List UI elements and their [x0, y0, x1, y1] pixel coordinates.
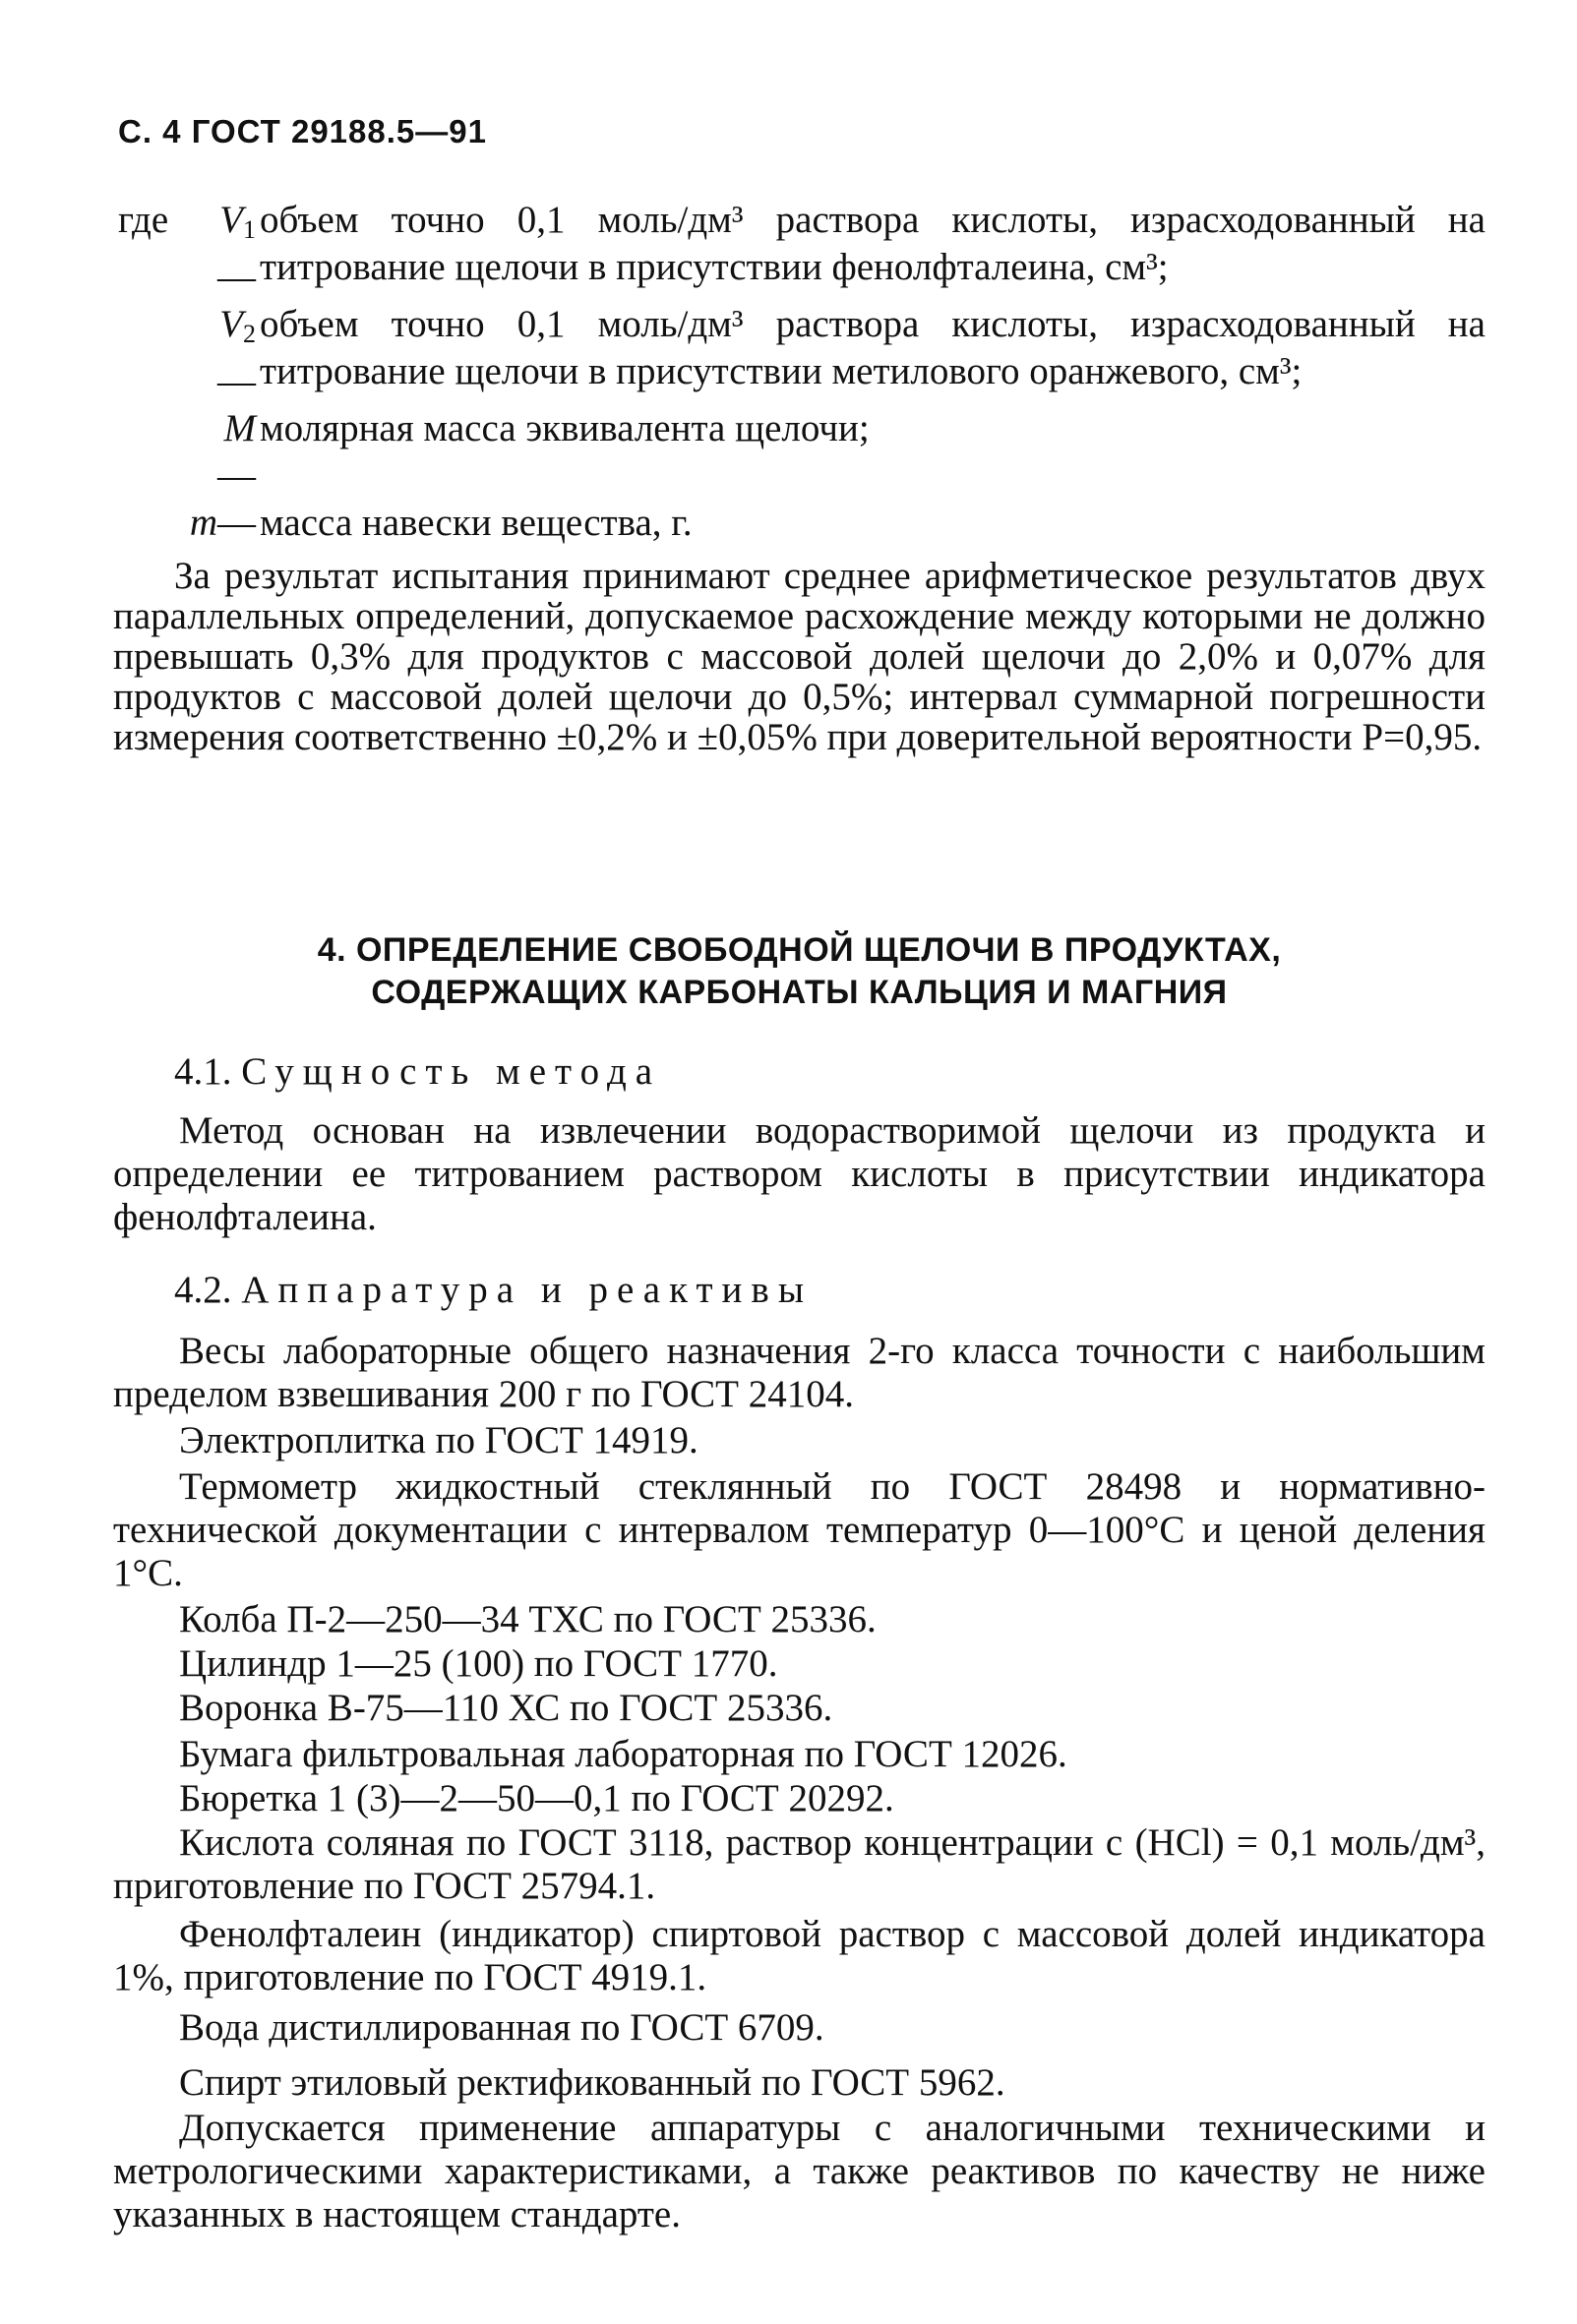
definition-symbol: m— — [189, 502, 256, 544]
definition-symbol: $V_2—$ — [217, 303, 256, 402]
definition-lead: где — [118, 199, 169, 241]
definition-text: объем точно 0,1 моль/дм³ раствора кислоты, израсходованный на титрование щелочи в присутствии фенолфталеина, см³; — [260, 199, 1486, 288]
definition-symbol: $V_1—$ — [217, 199, 256, 298]
apparatus-item: Весы лабораторные общего назначения 2-го класса точности с наибольшим пределом взвешивания 200 г по ГОСТ 24104. — [113, 1330, 1486, 1415]
definition-item — [118, 500, 1486, 547]
definition-item — [118, 405, 1486, 500]
definition-lead — [118, 301, 187, 405]
subsection-heading — [174, 1050, 661, 1094]
apparatus-item: Термометр жидкостный стеклянный по ГОСТ 28498 и нормативно-технической документации с интервалом температур 0—100°С и ценой деления 1°С. — [113, 1465, 1486, 1594]
subsection-heading — [174, 1269, 813, 1312]
definition-lead — [118, 500, 187, 547]
method-paragraph: Метод основан на извлечении водорастворимой щелочи из продукта и определении ее титрованием раствором кислоты в присутствии индикатора фенолфталеина. — [113, 1109, 1486, 1238]
section-heading-line: СОДЕРЖАЩИХ КАРБОНАТЫ КАЛЬЦИЯ И МАГНИЯ — [371, 974, 1228, 1011]
subsection-number: 4.1. — [174, 1050, 232, 1093]
section-heading — [113, 929, 1486, 1014]
apparatus-item: Цилиндр 1—25 (100) по ГОСТ 1770. — [179, 1642, 778, 1685]
apparatus-item: Кислота соляная по ГОСТ 3118, раствор концентрации c (HCl) = 0,1 моль/дм³, приготовление по ГОСТ 25794.1. — [113, 1821, 1486, 1907]
apparatus-item: Фенолфталеин (индикатор) спиртовой раствор с массовой долей индикатора 1%, приготовление по ГОСТ 4919.1. — [113, 1913, 1486, 1998]
definition-text: молярная масса эквивалента щелочи; — [260, 407, 870, 449]
apparatus-item: Спирт этиловый ректификованный по ГОСТ 5962. — [179, 2061, 1005, 2104]
variable-definitions — [118, 197, 1486, 547]
apparatus-item: Бюретка 1 (3)—2—50—0,1 по ГОСТ 20292. — [179, 1777, 894, 1819]
subsection-title: Сущность метода — [241, 1050, 662, 1093]
definition-item — [118, 301, 1486, 405]
definition-lead — [118, 405, 187, 500]
definition-text: объем точно 0,1 моль/дм³ раствора кислоты, израсходованный на титрование щелочи в присутствии метилового оранжевого, см³; — [260, 303, 1486, 392]
running-header: С. 4 ГОСТ 29188.5—91 — [118, 113, 487, 149]
apparatus-item: Колба П-2—250—34 ТХС по ГОСТ 25336. — [179, 1598, 877, 1640]
apparatus-item: Электроплитка по ГОСТ 14919. — [179, 1419, 698, 1461]
apparatus-item: Вода дистиллированная по ГОСТ 6709. — [179, 2006, 824, 2049]
definition-item — [118, 197, 1486, 301]
section-heading-line: 4. ОПРЕДЕЛЕНИЕ СВОБОДНОЙ ЩЕЛОЧИ В ПРОДУКТАХ, — [317, 931, 1282, 969]
subsection-title: Аппаратура и реактивы — [241, 1269, 814, 1311]
definition-text: масса навески вещества, г. — [260, 502, 693, 544]
apparatus-item: Допускается применение аппаратуры с аналогичными техническими и метрологическими характеристиками, а также реактивов по качеству не ниже указанных в настоящем стандарте. — [113, 2107, 1486, 2235]
result-paragraph: За результат испытания принимают среднее арифметическое результатов двух параллельных определений, допускаемое расхождение между которыми не должно превышать 0,3% для продуктов с массовой долей щелочи до 2,0% и 0,07% для продуктов с массовой долей щелочи до 0,5%; интервал суммарной погрешности измерения соответственно ±0,2% и ±0,05% при доверительной вероятности P=0,95. — [113, 555, 1486, 758]
subsection-number: 4.2. — [174, 1269, 232, 1311]
apparatus-item: Бумага фильтровальная лабораторная по ГОСТ 12026. — [179, 1733, 1067, 1775]
apparatus-item: Воронка В-75—110 ХС по ГОСТ 25336. — [179, 1687, 833, 1729]
definition-symbol: M— — [217, 407, 256, 497]
